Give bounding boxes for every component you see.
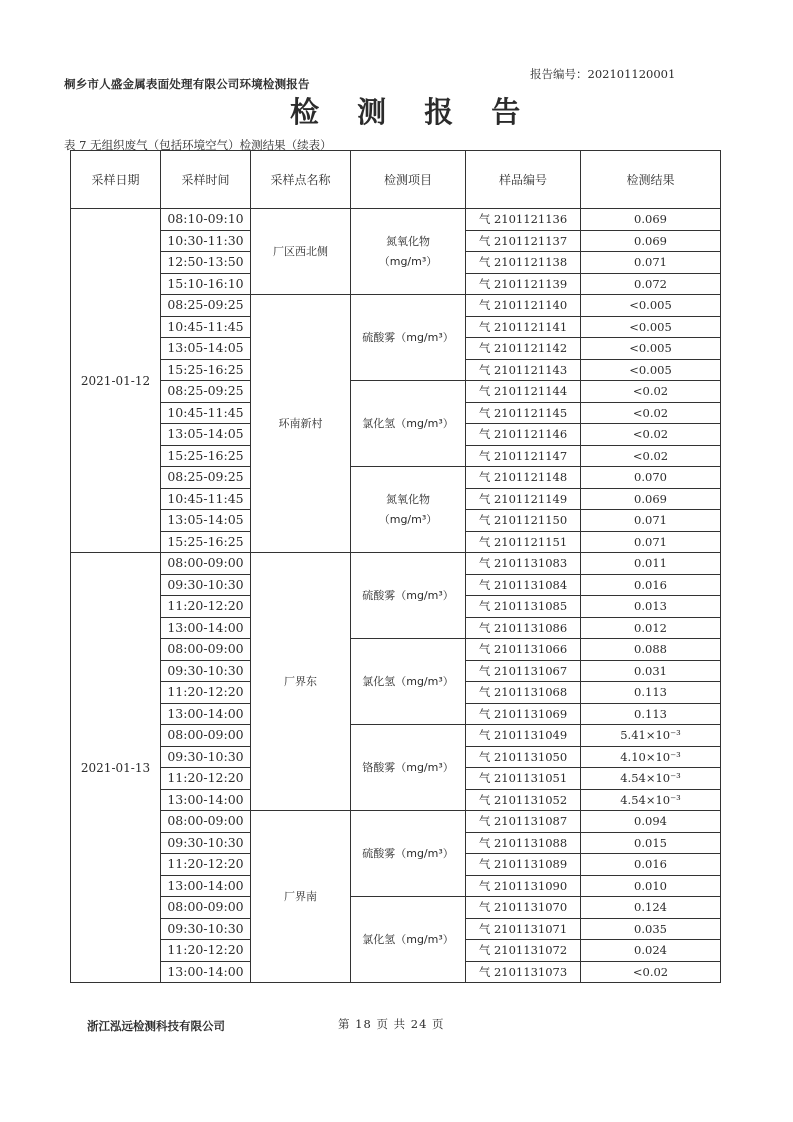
test-result-cell: 0.071: [581, 252, 721, 274]
test-item-cell: 氮氧化物 （mg/m³）: [351, 467, 466, 553]
sampling-date-cell: 2021-01-12: [71, 209, 161, 553]
sampling-time-cell: 08:25-09:25: [161, 467, 251, 489]
test-result-cell: <0.02: [581, 424, 721, 446]
table-row: [71, 639, 721, 661]
sample-number-cell: 气 2101121144: [466, 381, 581, 403]
test-result-cell: 0.113: [581, 703, 721, 725]
sample-number-cell: 气 2101121140: [466, 295, 581, 317]
test-result-cell: 0.124: [581, 897, 721, 919]
sampling-time-cell: 13:00-14:00: [161, 961, 251, 983]
sampling-point-cell: 环南新村: [251, 295, 351, 553]
sample-number-cell: 气 2101131050: [466, 746, 581, 768]
sample-number-cell: 气 2101121143: [466, 359, 581, 381]
sampling-time-cell: 11:20-12:20: [161, 940, 251, 962]
sampling-time-cell: 08:25-09:25: [161, 381, 251, 403]
sampling-time-cell: 10:45-11:45: [161, 316, 251, 338]
results-table: [70, 150, 721, 983]
sampling-time-cell: 13:00-14:00: [161, 703, 251, 725]
sampling-time-cell: 15:25-16:25: [161, 359, 251, 381]
sampling-time-cell: 13:05-14:05: [161, 338, 251, 360]
test-result-cell: 0.015: [581, 832, 721, 854]
table-body: [71, 209, 721, 983]
sample-number-cell: 气 2101131051: [466, 768, 581, 790]
table-row: [71, 209, 721, 231]
test-result-cell: 0.024: [581, 940, 721, 962]
sampling-time-cell: 13:05-14:05: [161, 424, 251, 446]
sample-number-cell: 气 2101121142: [466, 338, 581, 360]
sampling-point-cell: 厂界南: [251, 811, 351, 983]
sampling-time-cell: 08:00-09:00: [161, 811, 251, 833]
test-result-cell: <0.02: [581, 402, 721, 424]
test-item-cell: 氮氧化物 （mg/m³）: [351, 209, 466, 295]
sampling-time-cell: 08:00-09:00: [161, 639, 251, 661]
table-row: [71, 295, 721, 317]
test-result-cell: 4.10×10⁻³: [581, 746, 721, 768]
test-result-cell: 0.031: [581, 660, 721, 682]
sample-number-cell: 气 2101131066: [466, 639, 581, 661]
test-item-cell: 铬酸雾（mg/m³）: [351, 725, 466, 811]
test-result-cell: 0.069: [581, 209, 721, 231]
sample-number-cell: 气 2101121145: [466, 402, 581, 424]
sampling-date-cell: 2021-01-13: [71, 553, 161, 983]
sample-number-cell: 气 2101131067: [466, 660, 581, 682]
test-result-cell: 4.54×10⁻³: [581, 768, 721, 790]
sample-number-cell: 气 2101121138: [466, 252, 581, 274]
test-result-cell: 4.54×10⁻³: [581, 789, 721, 811]
column-header: 检测结果: [581, 151, 721, 209]
document-title: 检 测 报 告: [290, 95, 535, 129]
sample-number-cell: 气 2101131089: [466, 854, 581, 876]
test-result-cell: 0.113: [581, 682, 721, 704]
sampling-point-cell: 厂区西北侧: [251, 209, 351, 295]
sampling-time-cell: 09:30-10:30: [161, 746, 251, 768]
sampling-time-cell: 13:00-14:00: [161, 617, 251, 639]
sampling-time-cell: 12:50-13:50: [161, 252, 251, 274]
sampling-time-cell: 13:00-14:00: [161, 875, 251, 897]
sampling-time-cell: 13:00-14:00: [161, 789, 251, 811]
sampling-time-cell: 10:30-11:30: [161, 230, 251, 252]
sample-number-cell: 气 2101131049: [466, 725, 581, 747]
sample-number-cell: 气 2101131088: [466, 832, 581, 854]
table-row: [71, 811, 721, 833]
test-result-cell: <0.005: [581, 359, 721, 381]
sampling-point-cell: 厂界东: [251, 553, 351, 811]
sample-number-cell: 气 2101121146: [466, 424, 581, 446]
test-result-cell: 0.016: [581, 574, 721, 596]
sample-number-cell: 气 2101121137: [466, 230, 581, 252]
sample-number-cell: 气 2101131069: [466, 703, 581, 725]
test-item-cell: 硫酸雾（mg/m³）: [351, 553, 466, 639]
test-item-cell: 氯化氢（mg/m³）: [351, 381, 466, 467]
sampling-time-cell: 11:20-12:20: [161, 854, 251, 876]
sampling-time-cell: 10:45-11:45: [161, 402, 251, 424]
test-result-cell: <0.005: [581, 295, 721, 317]
table-row: [71, 897, 721, 919]
sampling-time-cell: 11:20-12:20: [161, 596, 251, 618]
test-result-cell: 0.069: [581, 230, 721, 252]
sampling-time-cell: 15:25-16:25: [161, 445, 251, 467]
sample-number-cell: 气 2101131083: [466, 553, 581, 575]
test-result-cell: 0.071: [581, 531, 721, 553]
test-item-cell: 硫酸雾（mg/m³）: [351, 295, 466, 381]
sampling-time-cell: 08:10-09:10: [161, 209, 251, 231]
sampling-time-cell: 08:00-09:00: [161, 725, 251, 747]
test-result-cell: 0.070: [581, 467, 721, 489]
test-result-cell: 5.41×10⁻³: [581, 725, 721, 747]
column-header: 采样点名称: [251, 151, 351, 209]
sampling-time-cell: 15:10-16:10: [161, 273, 251, 295]
test-result-cell: 0.094: [581, 811, 721, 833]
table-caption: 表 7 无组织废气（包括环境空气）检测结果（续表）: [64, 138, 332, 152]
sample-number-cell: 气 2101131086: [466, 617, 581, 639]
test-result-cell: 0.010: [581, 875, 721, 897]
sampling-time-cell: 09:30-10:30: [161, 918, 251, 940]
test-result-cell: 0.088: [581, 639, 721, 661]
footer-company: 浙江泓远检测科技有限公司: [87, 1019, 225, 1033]
sample-number-cell: 气 2101131090: [466, 875, 581, 897]
sample-number-cell: 气 2101131071: [466, 918, 581, 940]
sampling-time-cell: 11:20-12:20: [161, 682, 251, 704]
sampling-time-cell: 09:30-10:30: [161, 574, 251, 596]
sample-number-cell: 气 2101121139: [466, 273, 581, 295]
sampling-time-cell: 08:25-09:25: [161, 295, 251, 317]
sample-number-cell: 气 2101131052: [466, 789, 581, 811]
test-item-cell: 硫酸雾（mg/m³）: [351, 811, 466, 897]
column-header: 样品编号: [466, 151, 581, 209]
test-result-cell: 0.016: [581, 854, 721, 876]
test-item-cell: 氯化氢（mg/m³）: [351, 639, 466, 725]
test-result-cell: 0.012: [581, 617, 721, 639]
sample-number-cell: 气 2101131084: [466, 574, 581, 596]
page-number: 第 18 页 共 24 页: [338, 1017, 445, 1031]
sampling-time-cell: 08:00-09:00: [161, 897, 251, 919]
test-result-cell: <0.005: [581, 338, 721, 360]
sample-number-cell: 气 2101121150: [466, 510, 581, 532]
company-report-title: 桐乡市人盛金属表面处理有限公司环境检测报告: [64, 77, 310, 91]
sample-number-cell: 气 2101121151: [466, 531, 581, 553]
test-result-cell: 0.072: [581, 273, 721, 295]
column-header: 采样日期: [71, 151, 161, 209]
test-result-cell: 0.035: [581, 918, 721, 940]
sampling-time-cell: 13:05-14:05: [161, 510, 251, 532]
sampling-time-cell: 15:25-16:25: [161, 531, 251, 553]
sample-number-cell: 气 2101131087: [466, 811, 581, 833]
table-row: [71, 725, 721, 747]
test-result-cell: <0.02: [581, 381, 721, 403]
test-result-cell: <0.005: [581, 316, 721, 338]
sample-number-cell: 气 2101121141: [466, 316, 581, 338]
sample-number-cell: 气 2101131068: [466, 682, 581, 704]
sampling-time-cell: 09:30-10:30: [161, 832, 251, 854]
test-result-cell: <0.02: [581, 961, 721, 983]
sampling-time-cell: 10:45-11:45: [161, 488, 251, 510]
sampling-time-cell: 09:30-10:30: [161, 660, 251, 682]
test-result-cell: <0.02: [581, 445, 721, 467]
column-header: 检测项目: [351, 151, 466, 209]
test-result-cell: 0.069: [581, 488, 721, 510]
test-result-cell: 0.011: [581, 553, 721, 575]
table-row: [71, 553, 721, 575]
sample-number-cell: 气 2101131070: [466, 897, 581, 919]
sample-number-cell: 气 2101121148: [466, 467, 581, 489]
sampling-time-cell: 08:00-09:00: [161, 553, 251, 575]
sample-number-cell: 气 2101121136: [466, 209, 581, 231]
report-number: 报告编号：202101120001: [530, 67, 676, 81]
sample-number-cell: 气 2101131072: [466, 940, 581, 962]
sample-number-cell: 气 2101121147: [466, 445, 581, 467]
sample-number-cell: 气 2101131073: [466, 961, 581, 983]
sample-number-cell: 气 2101121149: [466, 488, 581, 510]
sampling-time-cell: 11:20-12:20: [161, 768, 251, 790]
table-row: [71, 381, 721, 403]
test-result-cell: 0.013: [581, 596, 721, 618]
sample-number-cell: 气 2101131085: [466, 596, 581, 618]
table-header-row: [71, 151, 721, 209]
test-result-cell: 0.071: [581, 510, 721, 532]
table-row: [71, 467, 721, 489]
column-header: 采样时间: [161, 151, 251, 209]
test-item-cell: 氯化氢（mg/m³）: [351, 897, 466, 983]
